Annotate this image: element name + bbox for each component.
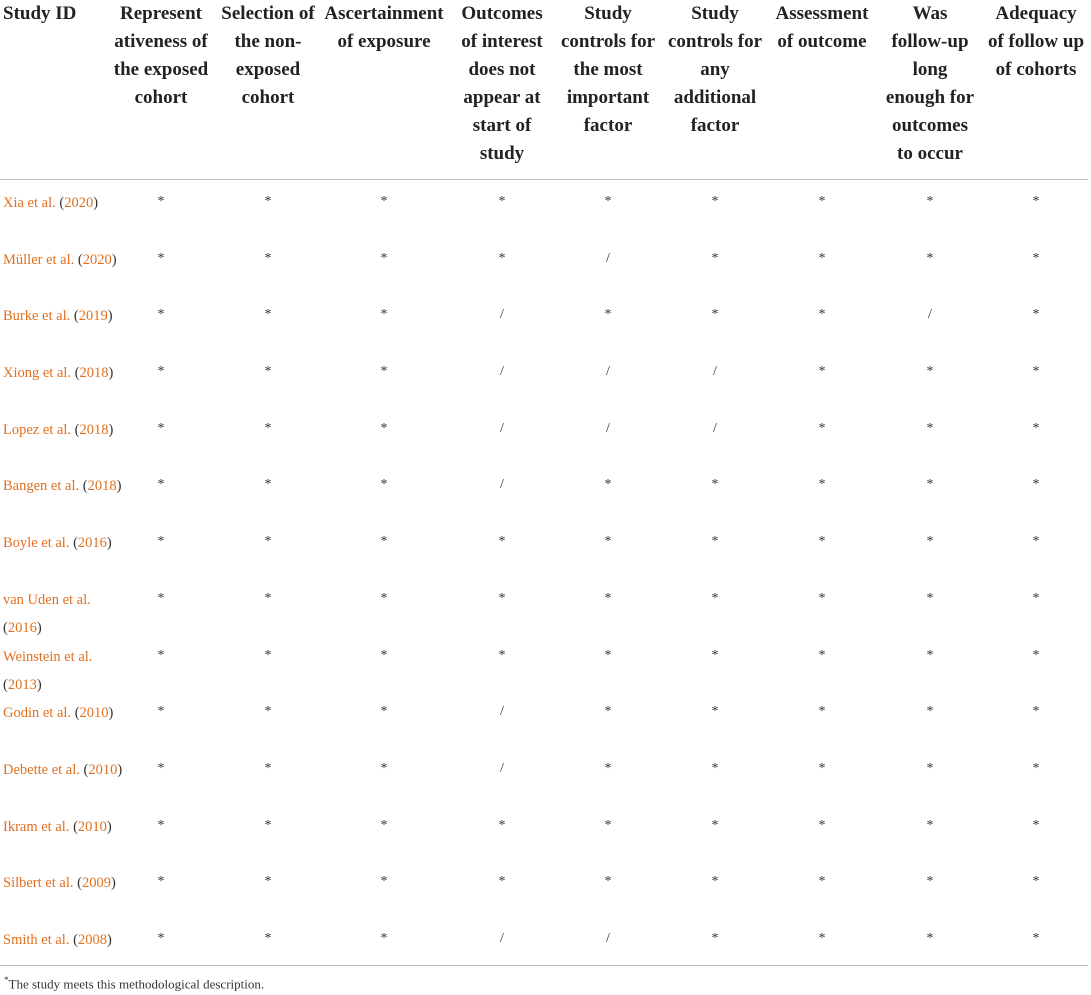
- study-citation: [3, 416, 123, 444]
- rating-col-representativeness: *: [157, 477, 165, 493]
- rating-col-selection-non-exposed: *: [264, 647, 272, 663]
- rating-col-follow-up-length: *: [926, 534, 934, 550]
- study-citation: [3, 586, 123, 642]
- rating-col-outcome-not-present-at-start: /: [500, 420, 504, 436]
- open-paren: (: [73, 875, 82, 892]
- open-paren: (: [69, 535, 78, 552]
- close-paren: ): [111, 251, 117, 268]
- table-row: [0, 416, 1091, 473]
- table-row: [0, 643, 1091, 700]
- study-author-link[interactable]: Debette et al.: [3, 761, 80, 778]
- close-paren: ): [106, 535, 112, 552]
- rating-col-selection-non-exposed: *: [264, 760, 272, 776]
- close-paren: ): [106, 931, 112, 948]
- rating-col-representativeness: *: [157, 930, 165, 946]
- study-year-link[interactable]: 2010: [77, 818, 107, 835]
- rating-col-controls-important-factor: *: [604, 307, 612, 323]
- close-paren: ): [106, 818, 112, 835]
- rating-col-representativeness: *: [157, 364, 165, 380]
- rating-col-selection-non-exposed: *: [264, 534, 272, 550]
- rating-col-representativeness: *: [157, 307, 165, 323]
- study-citation: [3, 926, 123, 954]
- rating-col-selection-non-exposed: *: [264, 307, 272, 323]
- rating-col-assessment-outcome: *: [818, 874, 826, 890]
- rating-col-controls-important-factor: *: [604, 194, 612, 209]
- rating-col-follow-up-length: *: [926, 364, 934, 380]
- rating-col-selection-non-exposed: *: [264, 420, 272, 436]
- rating-col-selection-non-exposed: *: [264, 250, 272, 266]
- rating-col-controls-important-factor: *: [604, 704, 612, 720]
- rating-col-follow-up-adequacy: *: [1032, 874, 1040, 890]
- table-row: [0, 529, 1091, 586]
- table-row: [0, 359, 1091, 416]
- rating-col-follow-up-length: *: [926, 817, 934, 833]
- rating-col-follow-up-length: *: [926, 250, 934, 266]
- rating-col-representativeness: *: [157, 420, 165, 436]
- header-divider: [0, 179, 1088, 180]
- rating-col-follow-up-adequacy: *: [1032, 364, 1040, 380]
- rating-col-follow-up-length: *: [926, 194, 934, 209]
- study-year-link[interactable]: 2018: [87, 478, 117, 495]
- close-paren: ): [110, 875, 116, 892]
- rating-col-follow-up-adequacy: *: [1032, 307, 1040, 323]
- rating-col-outcome-not-present-at-start: *: [498, 590, 506, 606]
- rating-col-follow-up-length: *: [926, 704, 934, 720]
- open-paren: (: [74, 251, 83, 268]
- study-author-link[interactable]: Godin et al.: [3, 705, 72, 722]
- header-col-controls-important-factor: Study controls for the most important factor: [560, 3, 656, 136]
- table-row: [0, 189, 1091, 246]
- header-col-ascertainment-exposure: Ascertainment of exposure: [324, 3, 444, 52]
- study-citation: [3, 529, 123, 557]
- rating-col-controls-important-factor: /: [606, 250, 610, 266]
- rating-col-assessment-outcome: *: [818, 817, 826, 833]
- rating-col-selection-non-exposed: *: [264, 194, 272, 209]
- rating-col-follow-up-length: *: [926, 590, 934, 606]
- header-col-outcome-not-present-at-start: Outcomes of interest does not appear at start of study: [461, 3, 543, 164]
- rating-col-controls-additional-factor: *: [711, 194, 719, 209]
- study-author-link[interactable]: Smith et al.: [3, 931, 70, 948]
- rating-col-controls-additional-factor: *: [711, 647, 719, 663]
- rating-col-assessment-outcome: *: [818, 364, 826, 380]
- rating-col-follow-up-length: *: [926, 874, 934, 890]
- close-paren: ): [36, 676, 42, 693]
- study-year-link[interactable]: 2008: [77, 931, 107, 948]
- rating-col-follow-up-length: *: [926, 420, 934, 436]
- rating-col-ascertainment-exposure: *: [380, 874, 388, 890]
- table-row: [0, 869, 1091, 926]
- rating-col-representativeness: *: [157, 760, 165, 776]
- rating-col-follow-up-length: *: [926, 930, 934, 946]
- footnote-marker: *: [4, 975, 9, 985]
- rating-col-selection-non-exposed: *: [264, 590, 272, 606]
- open-paren: (: [71, 365, 80, 382]
- study-citation: [3, 699, 123, 727]
- rating-col-representativeness: *: [157, 250, 165, 266]
- rating-col-selection-non-exposed: *: [264, 704, 272, 720]
- rating-col-ascertainment-exposure: *: [380, 590, 388, 606]
- study-citation: [3, 189, 123, 217]
- study-year-link[interactable]: 2010: [79, 705, 109, 722]
- close-paren: ): [93, 195, 99, 211]
- rating-col-outcome-not-present-at-start: /: [500, 704, 504, 720]
- rating-col-controls-additional-factor: *: [711, 590, 719, 606]
- study-author-link[interactable]: Weinstein et al.: [3, 648, 93, 665]
- rating-col-assessment-outcome: *: [818, 420, 826, 436]
- study-year-link[interactable]: 2018: [79, 365, 109, 382]
- rating-col-controls-additional-factor: *: [711, 874, 719, 890]
- rating-col-outcome-not-present-at-start: /: [500, 930, 504, 946]
- rating-col-follow-up-adequacy: *: [1032, 760, 1040, 776]
- rating-col-assessment-outcome: *: [818, 534, 826, 550]
- rating-col-follow-up-adequacy: *: [1032, 817, 1040, 833]
- rating-col-follow-up-length: *: [926, 477, 934, 493]
- rating-col-controls-additional-factor: *: [711, 704, 719, 720]
- study-author-link[interactable]: Bangen et al.: [3, 478, 80, 495]
- close-paren: ): [36, 619, 42, 636]
- rating-col-representativeness: *: [157, 704, 165, 720]
- rating-col-ascertainment-exposure: *: [380, 194, 388, 209]
- header-col-representativeness: Represent ativeness of the exposed cohort: [113, 3, 209, 108]
- rating-col-representativeness: *: [157, 590, 165, 606]
- rating-col-outcome-not-present-at-start: *: [498, 534, 506, 550]
- rating-col-follow-up-adequacy: *: [1032, 647, 1040, 663]
- rating-col-assessment-outcome: *: [818, 760, 826, 776]
- close-paren: ): [108, 365, 114, 382]
- open-paren: (: [55, 195, 65, 211]
- rating-col-ascertainment-exposure: *: [380, 647, 388, 663]
- study-year-link[interactable]: 2018: [79, 421, 109, 438]
- rating-col-representativeness: *: [157, 874, 165, 890]
- rating-col-controls-important-factor: *: [604, 590, 612, 606]
- rating-col-controls-important-factor: *: [604, 874, 612, 890]
- study-author-link[interactable]: Silbert et al.: [3, 875, 74, 892]
- rating-col-controls-important-factor: /: [606, 420, 610, 436]
- rating-col-controls-important-factor: /: [606, 930, 610, 946]
- study-citation: [3, 302, 123, 330]
- rating-col-selection-non-exposed: *: [264, 874, 272, 890]
- header-col-assessment-outcome: Assessment of outcome: [775, 3, 869, 52]
- rating-col-controls-additional-factor: *: [711, 250, 719, 266]
- rating-col-ascertainment-exposure: *: [380, 477, 388, 493]
- open-paren: (: [69, 818, 78, 835]
- rating-col-ascertainment-exposure: *: [380, 250, 388, 266]
- table-row: [0, 813, 1091, 870]
- rating-col-follow-up-adequacy: *: [1032, 704, 1040, 720]
- study-author-link[interactable]: van Uden et al.: [3, 591, 91, 608]
- header-col-selection-non-exposed: Selection of the non- exposed cohort: [221, 3, 315, 108]
- rating-col-outcome-not-present-at-start: *: [498, 250, 506, 266]
- rating-col-assessment-outcome: *: [818, 477, 826, 493]
- rating-col-representativeness: *: [157, 534, 165, 550]
- rating-col-controls-important-factor: *: [604, 534, 612, 550]
- study-author-link[interactable]: Müller et al.: [3, 251, 75, 268]
- header-col-follow-up-adequacy: Adequacy of follow up of cohorts: [987, 3, 1085, 80]
- rating-col-assessment-outcome: *: [818, 307, 826, 323]
- header-col-controls-additional-factor: Study controls for any additional factor: [667, 3, 763, 136]
- rating-col-assessment-outcome: *: [818, 647, 826, 663]
- rating-col-assessment-outcome: *: [818, 930, 826, 946]
- study-citation: [3, 472, 123, 500]
- study-year-link[interactable]: 2009: [81, 875, 111, 892]
- study-author-link[interactable]: Xiong et al.: [3, 365, 72, 382]
- open-paren: (: [70, 308, 79, 325]
- rating-col-selection-non-exposed: *: [264, 817, 272, 833]
- rating-col-follow-up-adequacy: *: [1032, 534, 1040, 550]
- table-row: [0, 472, 1091, 529]
- footnote-text: The study meets this methodological description.: [8, 976, 265, 992]
- open-paren: (: [69, 931, 78, 948]
- rating-col-controls-important-factor: *: [604, 817, 612, 833]
- study-year-link[interactable]: 2020: [82, 251, 112, 268]
- rating-col-assessment-outcome: *: [818, 704, 826, 720]
- study-year-link[interactable]: 2016: [7, 619, 37, 636]
- table-row: [0, 756, 1091, 813]
- rating-col-outcome-not-present-at-start: *: [498, 817, 506, 833]
- open-paren: (: [79, 761, 89, 778]
- table-header: [0, 0, 1091, 180]
- rating-col-ascertainment-exposure: *: [380, 817, 388, 833]
- rating-col-controls-additional-factor: *: [711, 307, 719, 323]
- open-paren: (: [79, 478, 88, 495]
- rating-col-outcome-not-present-at-start: *: [498, 647, 506, 663]
- rating-col-representativeness: *: [157, 194, 165, 209]
- study-year-link[interactable]: 2020: [64, 195, 94, 211]
- rating-col-controls-important-factor: *: [604, 760, 612, 776]
- open-paren: (: [3, 619, 8, 636]
- rating-col-outcome-not-present-at-start: *: [498, 874, 506, 890]
- rating-col-controls-additional-factor: *: [711, 817, 719, 833]
- rating-col-controls-additional-factor: *: [711, 534, 719, 550]
- study-citation: [3, 246, 123, 274]
- rating-col-assessment-outcome: *: [818, 250, 826, 266]
- rating-col-representativeness: *: [157, 647, 165, 663]
- rating-col-selection-non-exposed: *: [264, 364, 272, 380]
- study-author-link[interactable]: Burke et al.: [3, 308, 71, 325]
- study-citation: [3, 643, 123, 699]
- table-body: [0, 189, 1091, 983]
- rating-col-follow-up-adequacy: *: [1032, 477, 1040, 493]
- study-citation: [3, 869, 123, 897]
- study-author-link[interactable]: Xia et al.: [3, 195, 56, 211]
- rating-col-follow-up-length: /: [928, 307, 932, 323]
- close-paren: ): [108, 421, 114, 438]
- table-footnote: [4, 975, 264, 992]
- rating-col-follow-up-adequacy: *: [1032, 590, 1040, 606]
- rating-col-controls-additional-factor: *: [711, 477, 719, 493]
- rating-col-follow-up-adequacy: *: [1032, 420, 1040, 436]
- rating-col-controls-additional-factor: /: [713, 420, 717, 436]
- rating-col-controls-additional-factor: *: [711, 930, 719, 946]
- study-year-link[interactable]: 2013: [7, 676, 37, 693]
- header-col-study-id: Study ID: [3, 3, 77, 24]
- table-bottom-divider: [0, 965, 1088, 966]
- table-row: [0, 302, 1091, 359]
- close-paren: ): [108, 705, 114, 722]
- rating-col-outcome-not-present-at-start: *: [498, 194, 506, 209]
- rating-col-outcome-not-present-at-start: /: [500, 760, 504, 776]
- rating-col-follow-up-adequacy: *: [1032, 930, 1040, 946]
- close-paren: ): [117, 761, 123, 778]
- close-paren: ): [116, 478, 122, 495]
- table-row: [0, 246, 1091, 303]
- rating-col-ascertainment-exposure: *: [380, 364, 388, 380]
- rating-col-follow-up-adequacy: *: [1032, 194, 1040, 209]
- study-author-link[interactable]: Boyle et al.: [3, 535, 70, 552]
- rating-col-representativeness: *: [157, 817, 165, 833]
- study-year-link[interactable]: 2019: [78, 308, 108, 325]
- rating-col-ascertainment-exposure: *: [380, 704, 388, 720]
- rating-col-outcome-not-present-at-start: /: [500, 477, 504, 493]
- rating-col-ascertainment-exposure: *: [380, 420, 388, 436]
- study-citation: [3, 813, 123, 841]
- rating-col-selection-non-exposed: *: [264, 477, 272, 493]
- rating-col-assessment-outcome: *: [818, 194, 826, 209]
- rating-col-follow-up-length: *: [926, 647, 934, 663]
- study-year-link[interactable]: 2016: [77, 535, 107, 552]
- open-paren: (: [3, 676, 8, 693]
- study-author-link[interactable]: Ikram et al.: [3, 818, 70, 835]
- open-paren: (: [71, 421, 80, 438]
- rating-col-ascertainment-exposure: *: [380, 534, 388, 550]
- rating-col-controls-important-factor: *: [604, 477, 612, 493]
- close-paren: ): [107, 308, 113, 325]
- rating-col-controls-important-factor: /: [606, 364, 610, 380]
- rating-col-controls-important-factor: *: [604, 647, 612, 663]
- rating-col-follow-up-adequacy: *: [1032, 250, 1040, 266]
- rating-col-ascertainment-exposure: *: [380, 760, 388, 776]
- open-paren: (: [71, 705, 80, 722]
- study-author-link[interactable]: Lopez et al.: [3, 421, 72, 438]
- rating-col-ascertainment-exposure: *: [380, 307, 388, 323]
- rating-col-ascertainment-exposure: *: [380, 930, 388, 946]
- study-citation: [3, 359, 123, 387]
- rating-col-outcome-not-present-at-start: /: [500, 364, 504, 380]
- rating-col-follow-up-length: *: [926, 760, 934, 776]
- table-row: [0, 699, 1091, 756]
- study-citation: [3, 756, 123, 784]
- rating-col-controls-additional-factor: /: [713, 364, 717, 380]
- rating-col-selection-non-exposed: *: [264, 930, 272, 946]
- rating-col-controls-additional-factor: *: [711, 760, 719, 776]
- table-row: [0, 586, 1091, 643]
- rating-col-assessment-outcome: *: [818, 590, 826, 606]
- study-year-link[interactable]: 2010: [88, 761, 118, 778]
- header-col-follow-up-length: Was follow-up long enough for outcomes to occur: [885, 3, 975, 164]
- rating-col-outcome-not-present-at-start: /: [500, 307, 504, 323]
